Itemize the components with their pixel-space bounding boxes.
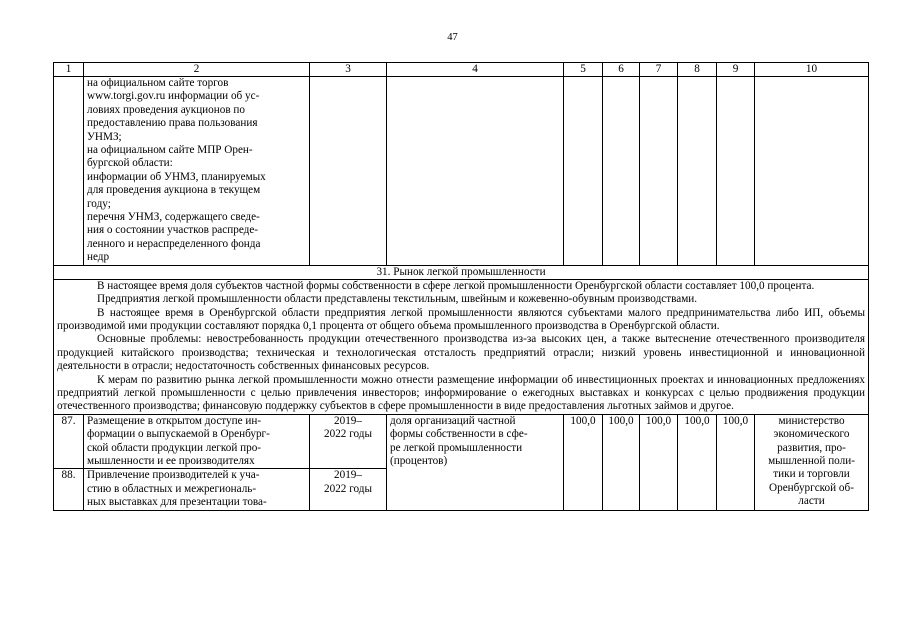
continued-measure-text: на официальном сайте торгов www.torgi.gov.ru информации об ус- ловиях проведения аукционов по предоставлению права пользования УНМЗ; на официальном сайте МПР Орен- бургской области: информации об УНМЗ, планируемых для проведения аукциона в текущем году; перечня УНМЗ, содержащего сведе- ния о состоянии участков распреде- ленного и нераспределенного фонда недр xyxy=(84,77,310,266)
column-header: 4 xyxy=(387,63,564,77)
table-row xyxy=(54,414,869,469)
continued-row xyxy=(54,77,869,266)
page-number: 47 xyxy=(447,32,458,43)
column-header: 1 xyxy=(54,63,84,77)
measures-table xyxy=(53,62,869,511)
indicator-text: доля организаций частной формы собственности в сфе- ре легкой промышленности (процентов) xyxy=(387,414,564,510)
row-number: 87. xyxy=(54,414,84,469)
row-number: 88. xyxy=(54,469,84,510)
value-2022: 100,0 xyxy=(678,414,717,510)
section-heading-row xyxy=(54,265,869,279)
value-2019: 100,0 xyxy=(564,414,603,510)
value-2021: 100,0 xyxy=(640,414,678,510)
period-text: 2019– 2022 годы xyxy=(310,469,387,510)
column-header: 3 xyxy=(310,63,387,77)
column-number-row xyxy=(54,63,869,77)
measure-text: Размещение в открытом доступе ин- формации о выпускаемой в Оренбург- ской области продукции легкой про- мышленности и ее производителях xyxy=(84,414,310,469)
column-header: 6 xyxy=(603,63,640,77)
narrative-row xyxy=(54,279,869,414)
narrative-paragraph: Основные проблемы: невостребованность продукции отечественного производства из-за высоких цен, а также вытеснение отечественного производителя продукцией китайского производства; техническая и технологическая отсталость предприятий отрасли; низкий уровень инвестиционной и инновационной деятельности в отрасли; недостаточность собственных финансовых ресурсов. xyxy=(57,333,865,373)
period-text: 2019– 2022 годы xyxy=(310,414,387,469)
responsible-executor: министерство экономического развития, про- мышленной поли- тики и торговли Оренбургской об- ласти xyxy=(755,414,869,510)
column-header: 7 xyxy=(640,63,678,77)
column-header: 9 xyxy=(717,63,755,77)
section-narrative xyxy=(54,279,869,414)
column-header: 10 xyxy=(755,63,869,77)
column-header: 2 xyxy=(84,63,310,77)
value-2020: 100,0 xyxy=(603,414,640,510)
section-title: 31. Рынок легкой промышленности xyxy=(54,265,869,279)
narrative-paragraph: В настоящее время в Оренбургской области предприятия легкой промышленности являются субъектами малого предпринимательства либо ИП, объемы производимой ими продукции составляют порядка 0,1 процента от общего объема промышленного производства в Оренбургской области. xyxy=(57,306,865,332)
column-header: 8 xyxy=(678,63,717,77)
narrative-paragraph: К мерам по развитию рынка легкой промышленности можно отнести размещение информации об инвестиционных проектах и инновационных предложениях предприятий легкой промышленности с целью привлечения инвесторов; информирование о ежегодных выставках и конкурсах с целью продвижения продукции отечественного производства; финансовую поддержку субъектов в сфере промышленности в виде предоставления льготных займов и другое. xyxy=(57,373,865,413)
column-header: 5 xyxy=(564,63,603,77)
measure-text: Привлечение производителей к уча- стию в областных и межрегиональ- ных выставках для презентации това- xyxy=(84,469,310,510)
narrative-paragraph: В настоящее время доля субъектов частной формы собственности в сфере легкой промышленности Оренбургской области составляет 100,0 процента. xyxy=(97,279,815,292)
narrative-paragraph: Предприятия легкой промышленности области представлены текстильным, швейным и кожевенно-обувным производствами. xyxy=(97,293,698,306)
value-2023: 100,0 xyxy=(717,414,755,510)
